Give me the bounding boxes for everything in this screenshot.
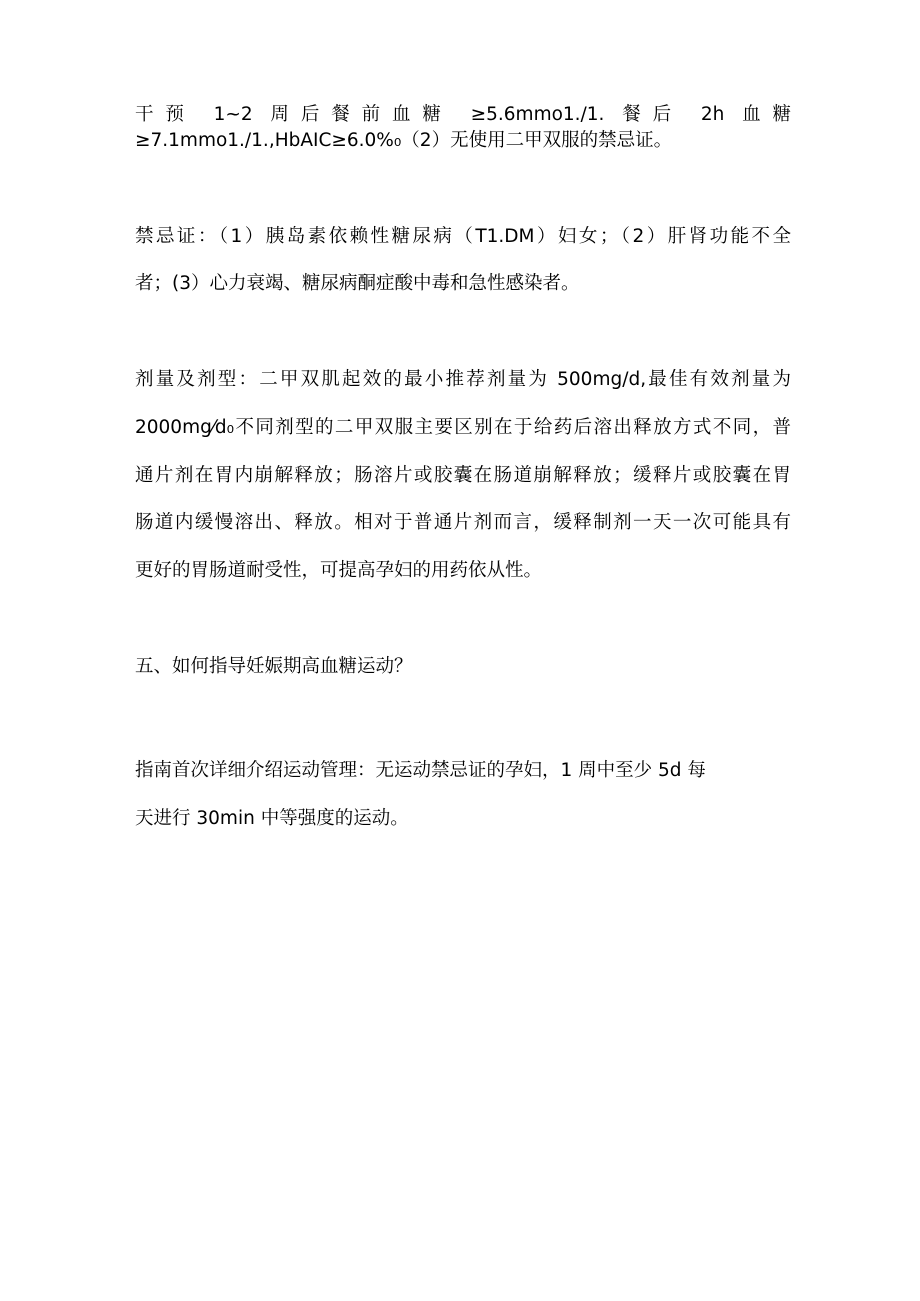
text-line: 2000mg⁄d₀不同剂型的二甲双服主要区别在于给药后溶出释放方式不同，普 bbox=[135, 417, 791, 438]
text-line: ≥7.1mmo1./1.,HbAIC≥6.0%₀（2）无使用二甲双服的禁忌证。 bbox=[135, 130, 673, 151]
text-line: 剂量及剂型：二甲双肌起效的最小推荐剂量为 500mg/d,最佳有效剂量为 bbox=[135, 369, 791, 390]
text-line: 者；(3）心力衰竭、糖尿病酮症酸中毒和急性感染者。 bbox=[135, 273, 580, 294]
text-line: 天进行 30min 中等强度的运动。 bbox=[135, 808, 409, 829]
text-line: 指南首次详细介绍运动管理：无运动禁忌证的孕妇，1 周中至少 5d 每 bbox=[135, 760, 706, 781]
text-line: 禁忌证：（1）胰岛素依赖性糖尿病（T1.DM）妇女；（2）肝肾功能不全 bbox=[135, 226, 791, 247]
text-line: 干预 1~2 周后餐前血糖 ≥5.6mmo1./1. 餐后 2h 血糖 bbox=[135, 104, 791, 125]
section-heading: 五、如何指导妊娠期高血糖运动？ bbox=[135, 656, 413, 677]
text-line: 肠道内缓慢溶出、释放。相对于普通片剂而言，缓释制剂一天一次可能具有 bbox=[135, 512, 791, 533]
text-line: 更好的胃肠道耐受性，可提高孕妇的用药依从性。 bbox=[135, 560, 543, 581]
text-line: 通片剂在胃内崩解释放；肠溶片或胶囊在肠道崩解释放；缓释片或胶囊在胃 bbox=[135, 465, 791, 486]
